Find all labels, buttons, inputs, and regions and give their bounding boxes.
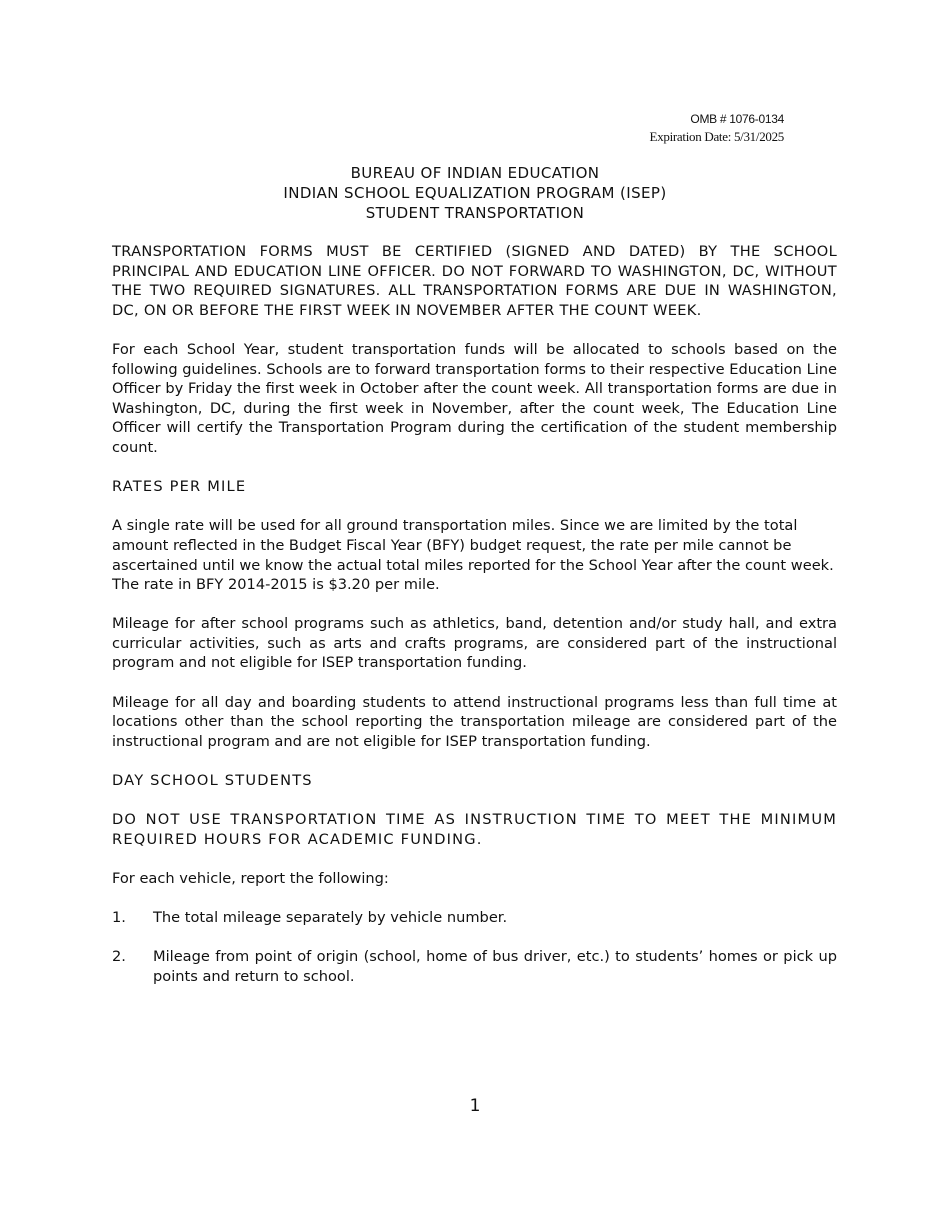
title-line-transportation: STUDENT TRANSPORTATION	[365, 204, 585, 222]
title-line-program: INDIAN SCHOOL EQUALIZATION PROGRAM (ISEP)	[283, 184, 667, 202]
intro-paragraph: For each School Year, student transportation funds will be allocated to schools based on the following guidelines. Schools are to forward transportation forms to their respective Education Line Officer by Friday the first week in October after the count week. All transportation forms are due in Washington, DC, during the first week in November, after the count week, The Education Line Officer will certify the Transportation Program during the certification of the student membership count.	[112, 340, 837, 456]
omb-header	[650, 111, 784, 145]
certification-notice: TRANSPORTATION FORMS MUST BE CERTIFIED (SIGNED AND DATED) BY THE SCHOOL PRINCIPAL AND EDUCATION LINE OFFICER. DO NOT FORWARD TO WASHINGTON, DC, WITHOUT THE TWO REQUIRED SIGNATURES. ALL TRANSPORTATION FORMS ARE DUE IN WASHINGTON, DC, ON OR BEFORE THE FIRST WEEK IN NOVEMBER AFTER THE COUNT WEEK.	[112, 243, 837, 319]
list-item-text: The total mileage separately by vehicle number.	[153, 909, 508, 927]
omb-number: OMB # 1076-0134	[690, 112, 784, 126]
list-item	[112, 908, 837, 928]
list-item-text: Mileage from point of origin (school, home of bus driver, etc.) to students’ homes or pick up points and return to school.	[153, 948, 837, 985]
rates-heading: RATES PER MILE	[112, 478, 247, 496]
document-body	[112, 242, 837, 1006]
list-item	[112, 947, 837, 986]
list-item-number: 1.	[112, 909, 126, 927]
day-school-heading: DAY SCHOOL STUDENTS	[112, 772, 313, 790]
day-school-notice: DO NOT USE TRANSPORTATION TIME AS INSTRUCTION TIME TO MEET THE MINIMUM REQUIRED HOURS FOR ACADEMIC FUNDING.	[112, 811, 837, 848]
page-number: 1	[469, 1096, 481, 1116]
rates-paragraph: A single rate will be used for all ground transportation miles. Since we are limited by the total amount reflected in the Budget Fiscal Year (BFY) budget request, the rate per mile cannot be ascertained until we know the actual total miles reported for the School Year after the count week. The rate in BFY 2014-2015 is $3.20 per mile.	[112, 517, 834, 594]
expiration-date: Expiration Date: 5/31/2025	[649, 129, 784, 144]
document-title	[0, 163, 950, 223]
after-school-paragraph: Mileage for after school programs such as athletics, band, detention and/or study hall, and extra curricular activities, such as arts and crafts programs, are considered part of the instructional program and not eligible for ISEP transportation funding.	[112, 615, 837, 672]
vehicle-intro: For each vehicle, report the following:	[112, 870, 389, 887]
list-item-number: 2.	[112, 948, 126, 966]
title-line-bureau: BUREAU OF INDIAN EDUCATION	[350, 164, 600, 182]
day-boarding-paragraph: Mileage for all day and boarding students to attend instructional programs less than full time at locations other than the school reporting the transportation mileage are considered part of the instructional program and are not eligible for ISEP transportation funding.	[112, 693, 837, 750]
